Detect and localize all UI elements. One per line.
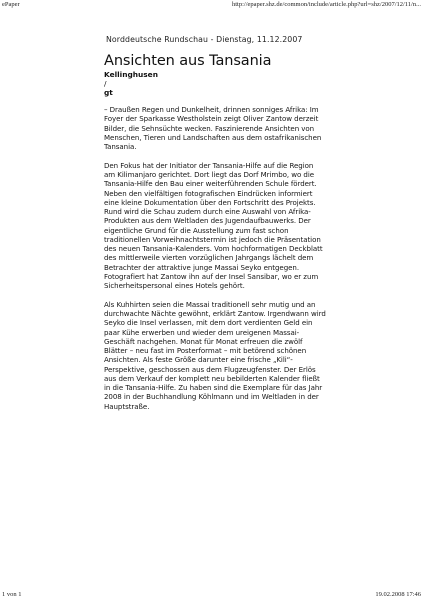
paragraph: – Draußen Regen und Dunkelheit, drinnen sonniges Afrika: Im Foyer der Sparkasse Westholstein zeigt Oliver Zantow derzeit Bilder, die Sehnsüchte wecken. Faszinierende Ansichten von Menschen, Tieren und Landschaften aus dem ostafrikanischen Tansania.: [104, 105, 322, 151]
article-body: [104, 105, 326, 411]
place-name: Kellinghusen: [104, 70, 158, 79]
headline: Ansichten aus Tansania: [104, 53, 272, 69]
author: gt: [104, 88, 113, 97]
print-footer-page-count: 1 von 1: [2, 591, 22, 598]
print-header-title: ePaper: [2, 1, 20, 8]
byline-separator: /: [104, 79, 107, 88]
dateline: Norddeutsche Rundschau - Dienstag, 11.12.2007: [106, 35, 303, 44]
print-footer-timestamp: 19.02.2008 17:46: [375, 591, 421, 598]
print-header-url: http://epaper.shz.de/common/include/article.php?url=shz/2007/12/11/n...: [232, 1, 421, 8]
paragraph: Den Fokus hat der Initiator der Tansania-Hilfe auf die Region am Kilimanjaro gerichtet. Dort liegt das Dorf Mrimbo, wo die Tansania-Hilfe den Bau einer weiterführenden Schule fördert. Neben den vielfältigen fotografischen Eindrücken informiert eine kleine Dokumentation über den Fortschritt des Projekts. Rund wird die Schau zudem durch eine Auswahl von Afrika-Produkten aus dem Weltladen des Jugendaufbauwerks. Der eigentliche Grund für die Ausstellung zum fast schon traditionellen Vorweihnachtstermin ist jedoch die Präsentation des neuen Tansania-Kalenders. Vom hochformatigen Deckblatt des mittlerweile vierten vorzüglichen Jahrgangs lächelt dem Betrachter der attraktive junge Massai Seyko entgegen. Fotografiert hat Zantow ihn auf der Insel Sansibar, wo er zum Sicherheitspersonal eines Hotels gehört.: [104, 160, 323, 290]
paragraph: Als Kuhhirten seien die Massai traditionell sehr mutig und an durchwachte Nächte gewöhnt, erklärt Zantow. Irgendwann wird Seyko die Insel verlassen, mit dem dort verdienten Geld ein paar Kühe erwerben und wieder dem ureigenen Massai-Geschäft nachgehen. Monat für Monat erfreuen die zwölf Blätter – neu fast im Posterformat – mit betörend schönen Ansichten. Als feste Größe darunter eine frische „Kili“-Perspektive, geschossen aus dem Flugzeugfenster. Der Erlös aus dem Verkauf der komplett neu bebilderten Kalender fließt in die Tansania-Hilfe. Zu haben sind die Exemplare für das Jahr 2008 in der Buchhandlung Köhlmann und im Weltladen in der Hauptstraße.: [104, 299, 326, 411]
article: [104, 53, 326, 420]
